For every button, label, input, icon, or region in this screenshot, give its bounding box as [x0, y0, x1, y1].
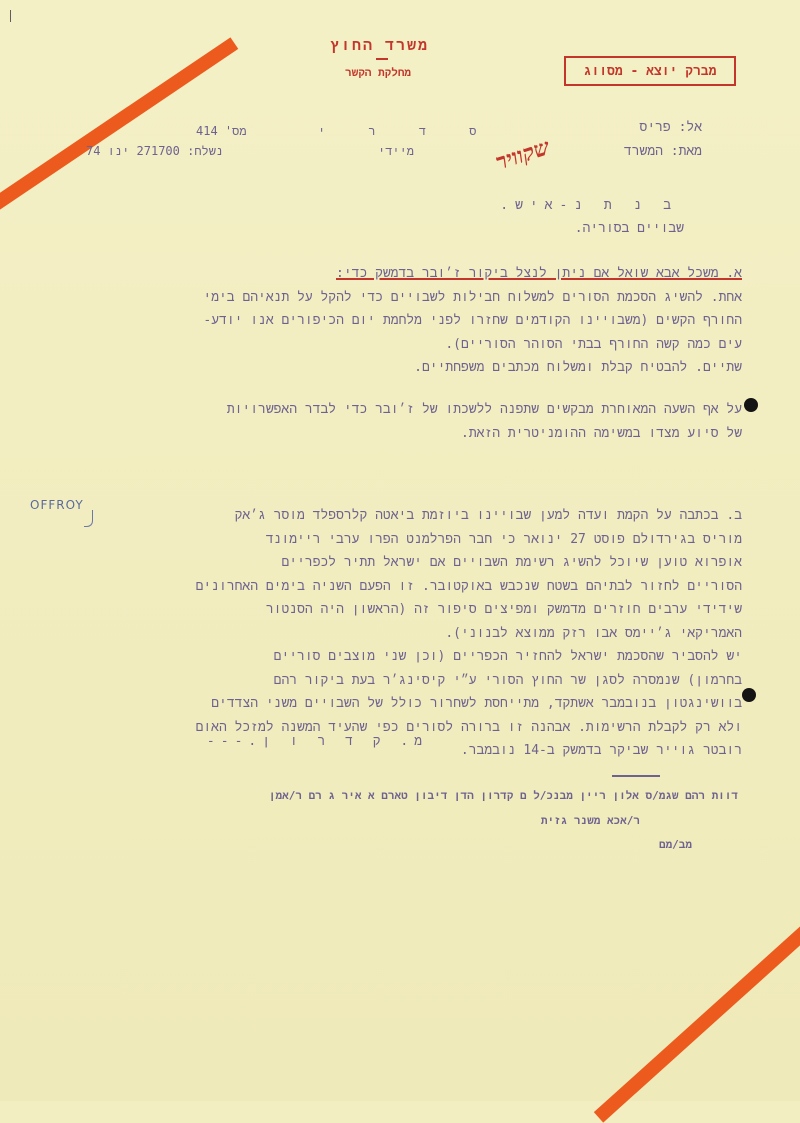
header-from: מאת: המשרד	[623, 144, 702, 159]
department-name: מחלקת הקשר	[345, 66, 412, 79]
paragraph-b	[52, 504, 742, 763]
paragraph-b-line: יש להסביר שהסכמת ישראל להחזיר הכפריים (וכן שני מוצבים סוריים	[273, 649, 742, 664]
paragraph-a-line: א. משכל אבא שואל אם ניתן לנצל ביקור ז׳ובר בדמשק כדי:	[336, 266, 742, 281]
paragraph-b-line: רובטר גוייר שביקר בדמשק ב-14 נובמבר.	[460, 743, 742, 758]
paragraph-request-line: של סיוע מצדו במשימה ההומניטרית הזאת.	[461, 425, 742, 441]
distribution-list-line: דוות רהם שגמ/ס אלון ריין מבנכ/ל ם קדרון הדן דיבון טארם א איר ג רם ר/אמן	[268, 789, 738, 802]
paragraph-b-line: ולא רק לקבלת הרשימות. אבהנה זו ברורה לסורים כפי שהעיד המשנה למזכל האום	[195, 719, 742, 735]
paragraph-a	[52, 262, 742, 380]
cable-classification-stamp: מברק יוצא - מסווג	[564, 56, 736, 86]
paragraph-b-line: מוריס בגירדולם פוסט 27 ינואר כי חבר הפרלמנט הפרו ערבי ריימונד	[265, 531, 742, 547]
paragraph-b-line: שידידי ערבים חוזרים מדמשק ומפיצים סיפור זה (הראשון היה הסנטור	[265, 602, 742, 617]
diagonal-stripe-bottom-right	[594, 911, 800, 1122]
paragraph-b-line: בוושינגטון בנובמבר אשתקד, מתייחסת לשחרור כולל של השבויים משני הצדדים	[211, 696, 742, 711]
header-number: מס' 414	[196, 124, 247, 138]
paragraph-a-line: אחת. להשיג הסכמת הסורים למשלוח חבילות לשבויים כדי להקל על תנאיהם בימי	[203, 289, 742, 305]
punch-hole	[744, 398, 758, 412]
distribution-list-line: ר/אכא משנר גזית	[540, 814, 640, 827]
margin-handwritten-note: OFFROY	[30, 498, 84, 512]
paragraph-a-line: עים כמה קשה החורף בבתי הסוהר הסוריים).	[445, 336, 742, 352]
addressee: ב נ ת נ-איש.	[500, 198, 678, 213]
margin-note-stroke	[84, 510, 93, 527]
header-serial: ס ד ר י	[318, 124, 495, 138]
distribution-rule	[612, 775, 660, 777]
paragraph-b-line: אופרוא טוען שיוכל להשיג רשימת השבויים אם ישראל תתיר לכפריים	[281, 555, 742, 570]
paragraph-b-line: בחרמון) שנמסרה לסגן שר החוץ הסורי ע״י קיסינג׳ר בעת ביקור רהם	[273, 672, 742, 688]
paragraph-request-line: על אף השעה המאוחרת מבקשים שתפנה ללשכתו של ז׳ובר כדי לבדר האפשרויות	[226, 402, 742, 417]
punch-hole	[742, 688, 756, 702]
paragraph-request	[52, 398, 742, 445]
paragraph-b-line: האמריקאי ג׳יימס אבו רזק ממוצא לבנוני).	[445, 625, 742, 641]
header-sent: נשלח: 271700 ינו 74	[86, 144, 224, 158]
signature: מ. ק ד ר ו ן.---	[206, 734, 428, 749]
paragraph-b-line: הסוריים לחזור לבתיהם בשטח שנכבש באוקטובר. זו הפעם השניה בימים האחרונים	[195, 578, 742, 594]
subject-line: שבויים בסוריה.	[574, 221, 684, 236]
paragraph-a-line: החורף הקשים (משבויינו הקודמים שחזרו לפני מלחמת יום הכיפורים אנו יודע-	[203, 313, 742, 328]
ministry-rule	[376, 58, 388, 60]
paragraph-b-line: ב. בכתבה על הקמת ועדה למען שבויינו ביוזמת ביאטה קלרספלד מוסר ג׳אק	[234, 508, 742, 523]
ministry-title: משרד החוץ	[330, 36, 430, 54]
distribution-list-line: מב/מם	[658, 838, 692, 851]
header-priority: מיידי	[378, 144, 415, 158]
handwritten-annotation: שקוויר	[492, 134, 553, 176]
corner-mark	[10, 10, 11, 22]
header-to: אל: פריס	[639, 120, 702, 135]
paragraph-a-line: שתיים. להבטיח קבלת ומשלוח מכתבים משפחתיים.	[414, 360, 742, 375]
